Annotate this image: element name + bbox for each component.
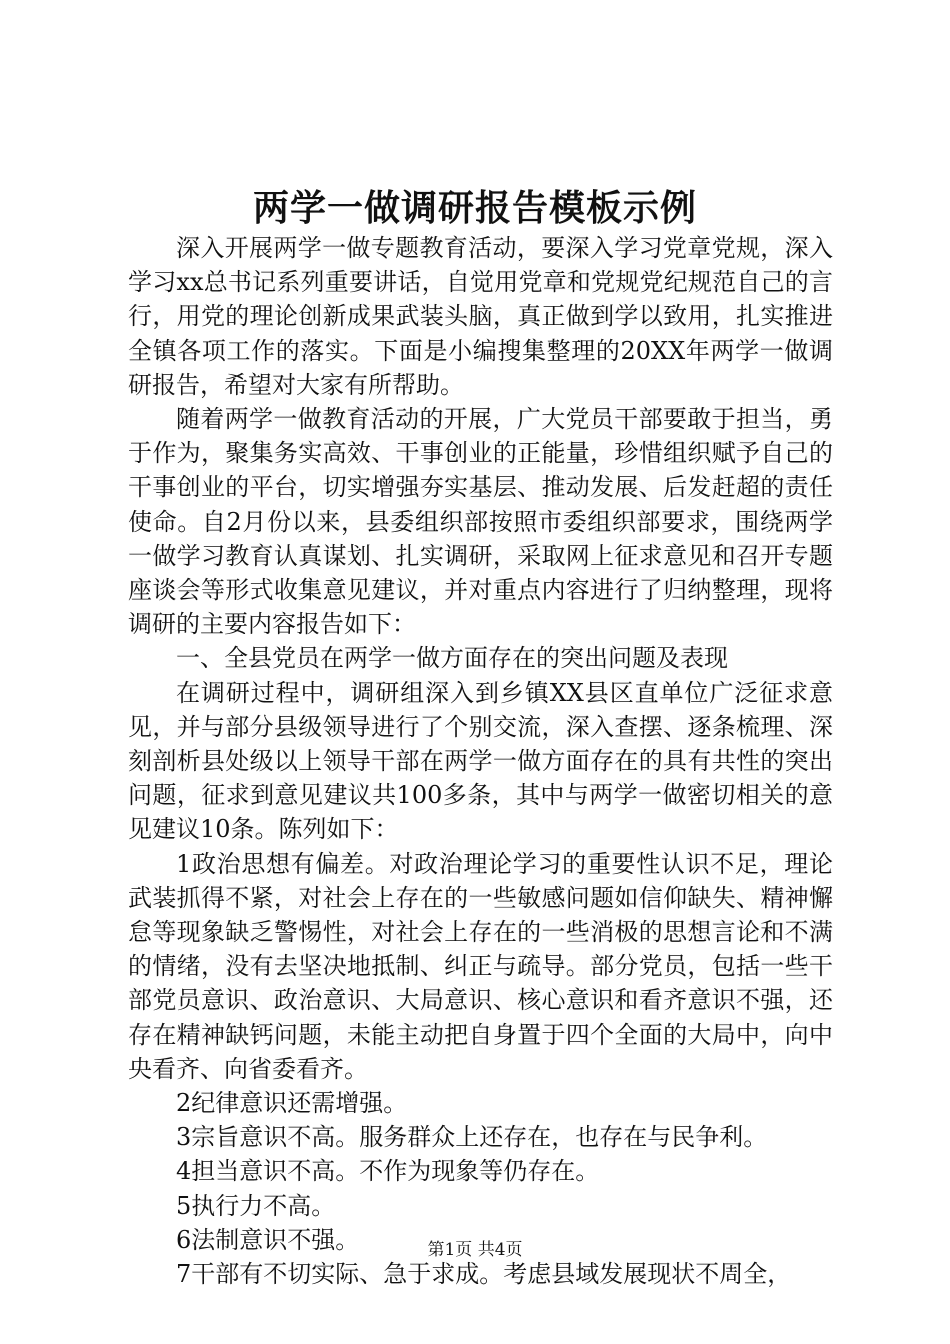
list-item-7: 7干部有不切实际、急于求成。考虑县域发展现状不周全，: [176, 1260, 792, 1289]
list-item-5: 5执行力不高。: [176, 1191, 336, 1220]
list-item-4: 4担当意识不高。不作为现象等仍存在。: [176, 1157, 600, 1186]
paragraph-background: 随着两学一做教育活动的开展，广大党员干部要敢于担当，勇于作为，聚集务实高效、干事创业的正能量，珍惜组织赋予自己的干事创业的平台，切实增强夯实基层、推动发展、后发赶超的责任使命。自2月份以来，县委组织部按照市委组织部要求，围绕两学一做学习教育认真谋划、扎实调研，采取网上征求意见和召开专题座谈会等形式收集意见建议，并对重点内容进行了归纳整理，现将调研的主要内容报告如下：: [128, 405, 833, 639]
page-footer: 第1页 共4页: [427, 1240, 523, 1260]
document-body: [128, 231, 833, 1291]
section-heading-1: 一、全县党员在两学一做方面存在的突出问题及表现: [176, 644, 728, 673]
list-item-1: 1政治思想有偏差。对政治理论学习的重要性认识不足，理论武装抓得不紧，对社会上存在的一些敏感问题如信仰缺失、精神懈怠等现象缺乏警惕性，对社会上存在的一些消极的思想言论和不满的情绪，没有去坚决地抵制、纠正与疏导。部分党员，包括一些干部党员意识、政治意识、大局意识、核心意识和看齐意识不强，还存在精神缺钙问题，未能主动把自身置于四个全面的大局中，向中央看齐、向省委看齐。: [128, 849, 833, 1083]
document-title: 两学一做调研报告模板示例: [252, 187, 697, 229]
paragraph-research-process: 在调研过程中，调研组深入到乡镇XX县区直单位广泛征求意见，并与部分县级领导进行了个别交流，深入查摆、逐条梳理、深刻剖析县处级以上领导干部在两学一做方面存在的具有共性的突出问题，征求到意见建议共100多条，其中与两学一做密切相关的意见建议10条。陈列如下：: [128, 678, 833, 844]
list-item-3: 3宗旨意识不高。服务群众上还存在，也存在与民争利。: [176, 1123, 768, 1152]
list-item-2: 2纪律意识还需增强。: [176, 1089, 408, 1118]
list-item-6: 6法制意识不强。: [176, 1225, 360, 1254]
paragraph-intro: 深入开展两学一做专题教育活动，要深入学习党章党规，深入学习xx总书记系列重要讲话，自觉用党章和党规党纪规范自己的言行，用党的理论创新成果武装头脑，真正做到学以致用，扎实推进全镇各项工作的落实。下面是小编搜集整理的20XX年两学一做调研报告，希望对大家有所帮助。: [128, 234, 833, 399]
